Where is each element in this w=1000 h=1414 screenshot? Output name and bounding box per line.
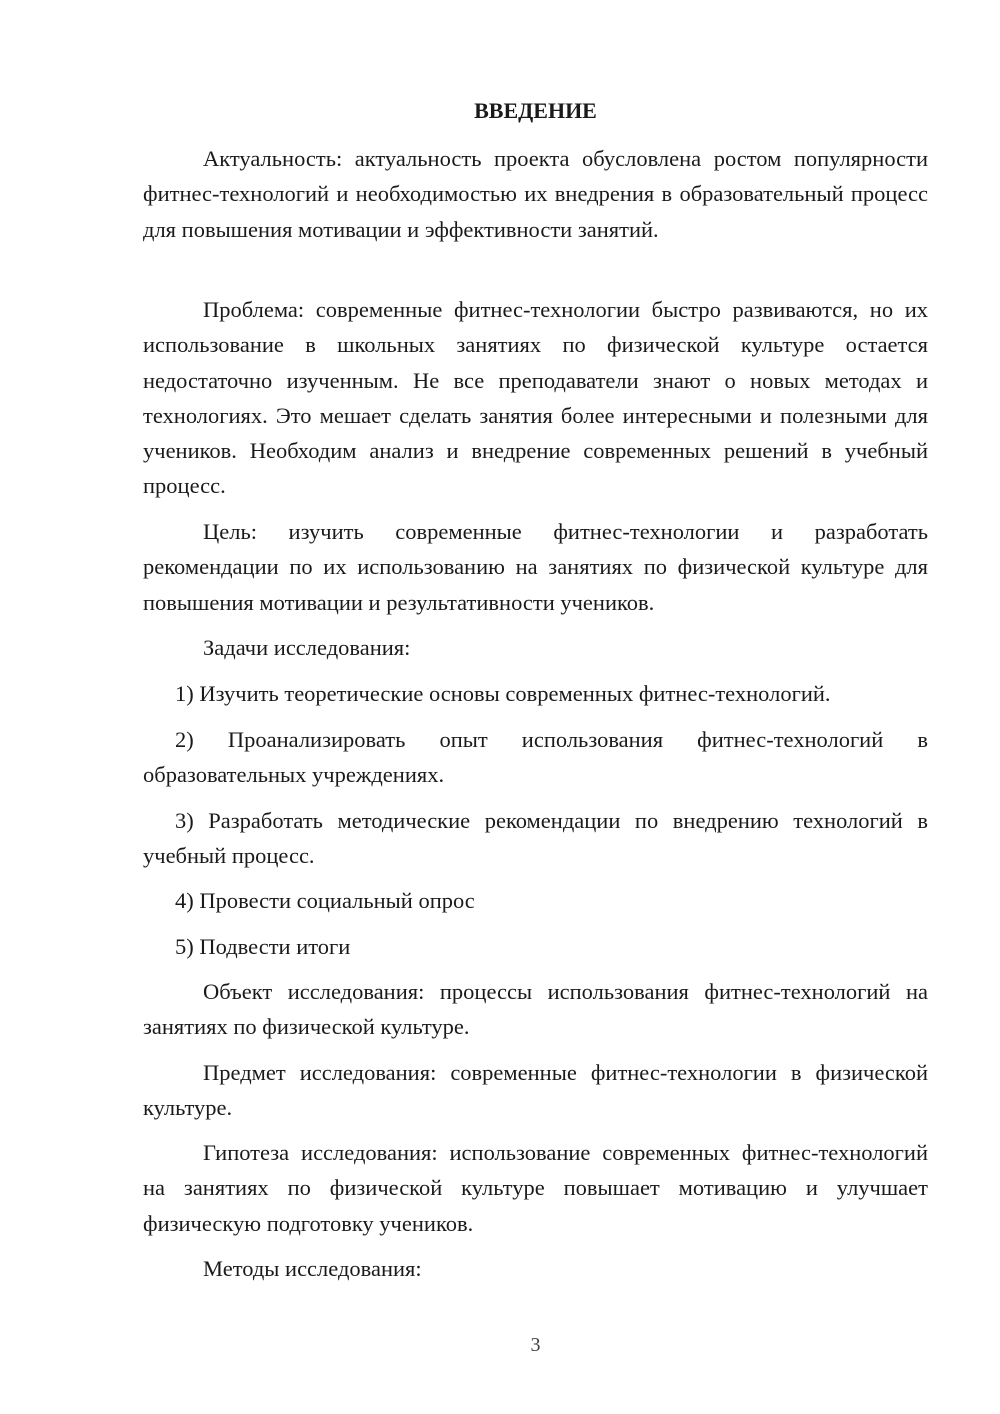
section-heading: ВВЕДЕНИЕ: [474, 98, 597, 123]
list-item-task-5: 5) Подвести итоги: [175, 934, 351, 959]
paragraph-object: Объект исследования: процессы использования фитнес-технологий на занятиях по физической культуре.: [143, 979, 928, 1040]
paragraph-relevance: Актуальность: актуальность проекта обусловлена ростом популярности фитнес-технологий и необходимостью их внедрения в образовательный процесс для повышения мотивации и эффективности занятий.: [143, 146, 928, 242]
list-item-task-4: 4) Провести социальный опрос: [175, 888, 475, 913]
paragraph-tasks-heading: Задачи исследования:: [203, 635, 411, 660]
paragraph-hypothesis: Гипотеза исследования: использование современных фитнес-технологий на занятиях по физической культуре повышает мотивацию и улучшает физическую подготовку учеников.: [143, 1140, 928, 1236]
list-item-task-2: 2) Проанализировать опыт использования фитнес-технологий в образовательных учреждениях.: [143, 727, 928, 788]
page-number: 3: [530, 1334, 541, 1356]
paragraph-goal: Цель: изучить современные фитнес-технологии и разработать рекомендации по их использованию на занятиях по физической культуре для повышения мотивации и результативности учеников.: [143, 519, 928, 615]
list-item-task-3: 3) Разработать методические рекомендации по внедрению технологий в учебный процесс.: [143, 808, 928, 869]
paragraph-methods: Методы исследования:: [203, 1256, 422, 1281]
paragraph-subject: Предмет исследования: современные фитнес-технологии в физической культуре.: [143, 1060, 928, 1121]
paragraph-problem: Проблема: современные фитнес-технологии быстро развиваются, но их использование в школьных занятиях по физической культуре остается недостаточно изученным. Не все преподаватели знают о новых методах и технологиях. Это мешает сделать занятия более интересными и полезными для учеников. Необходим анализ и внедрение современных решений в учебный процесс.: [143, 297, 928, 499]
list-item-task-1: 1) Изучить теоретические основы современных фитнес-технологий.: [175, 681, 831, 706]
document-page: [143, 0, 928, 1414]
